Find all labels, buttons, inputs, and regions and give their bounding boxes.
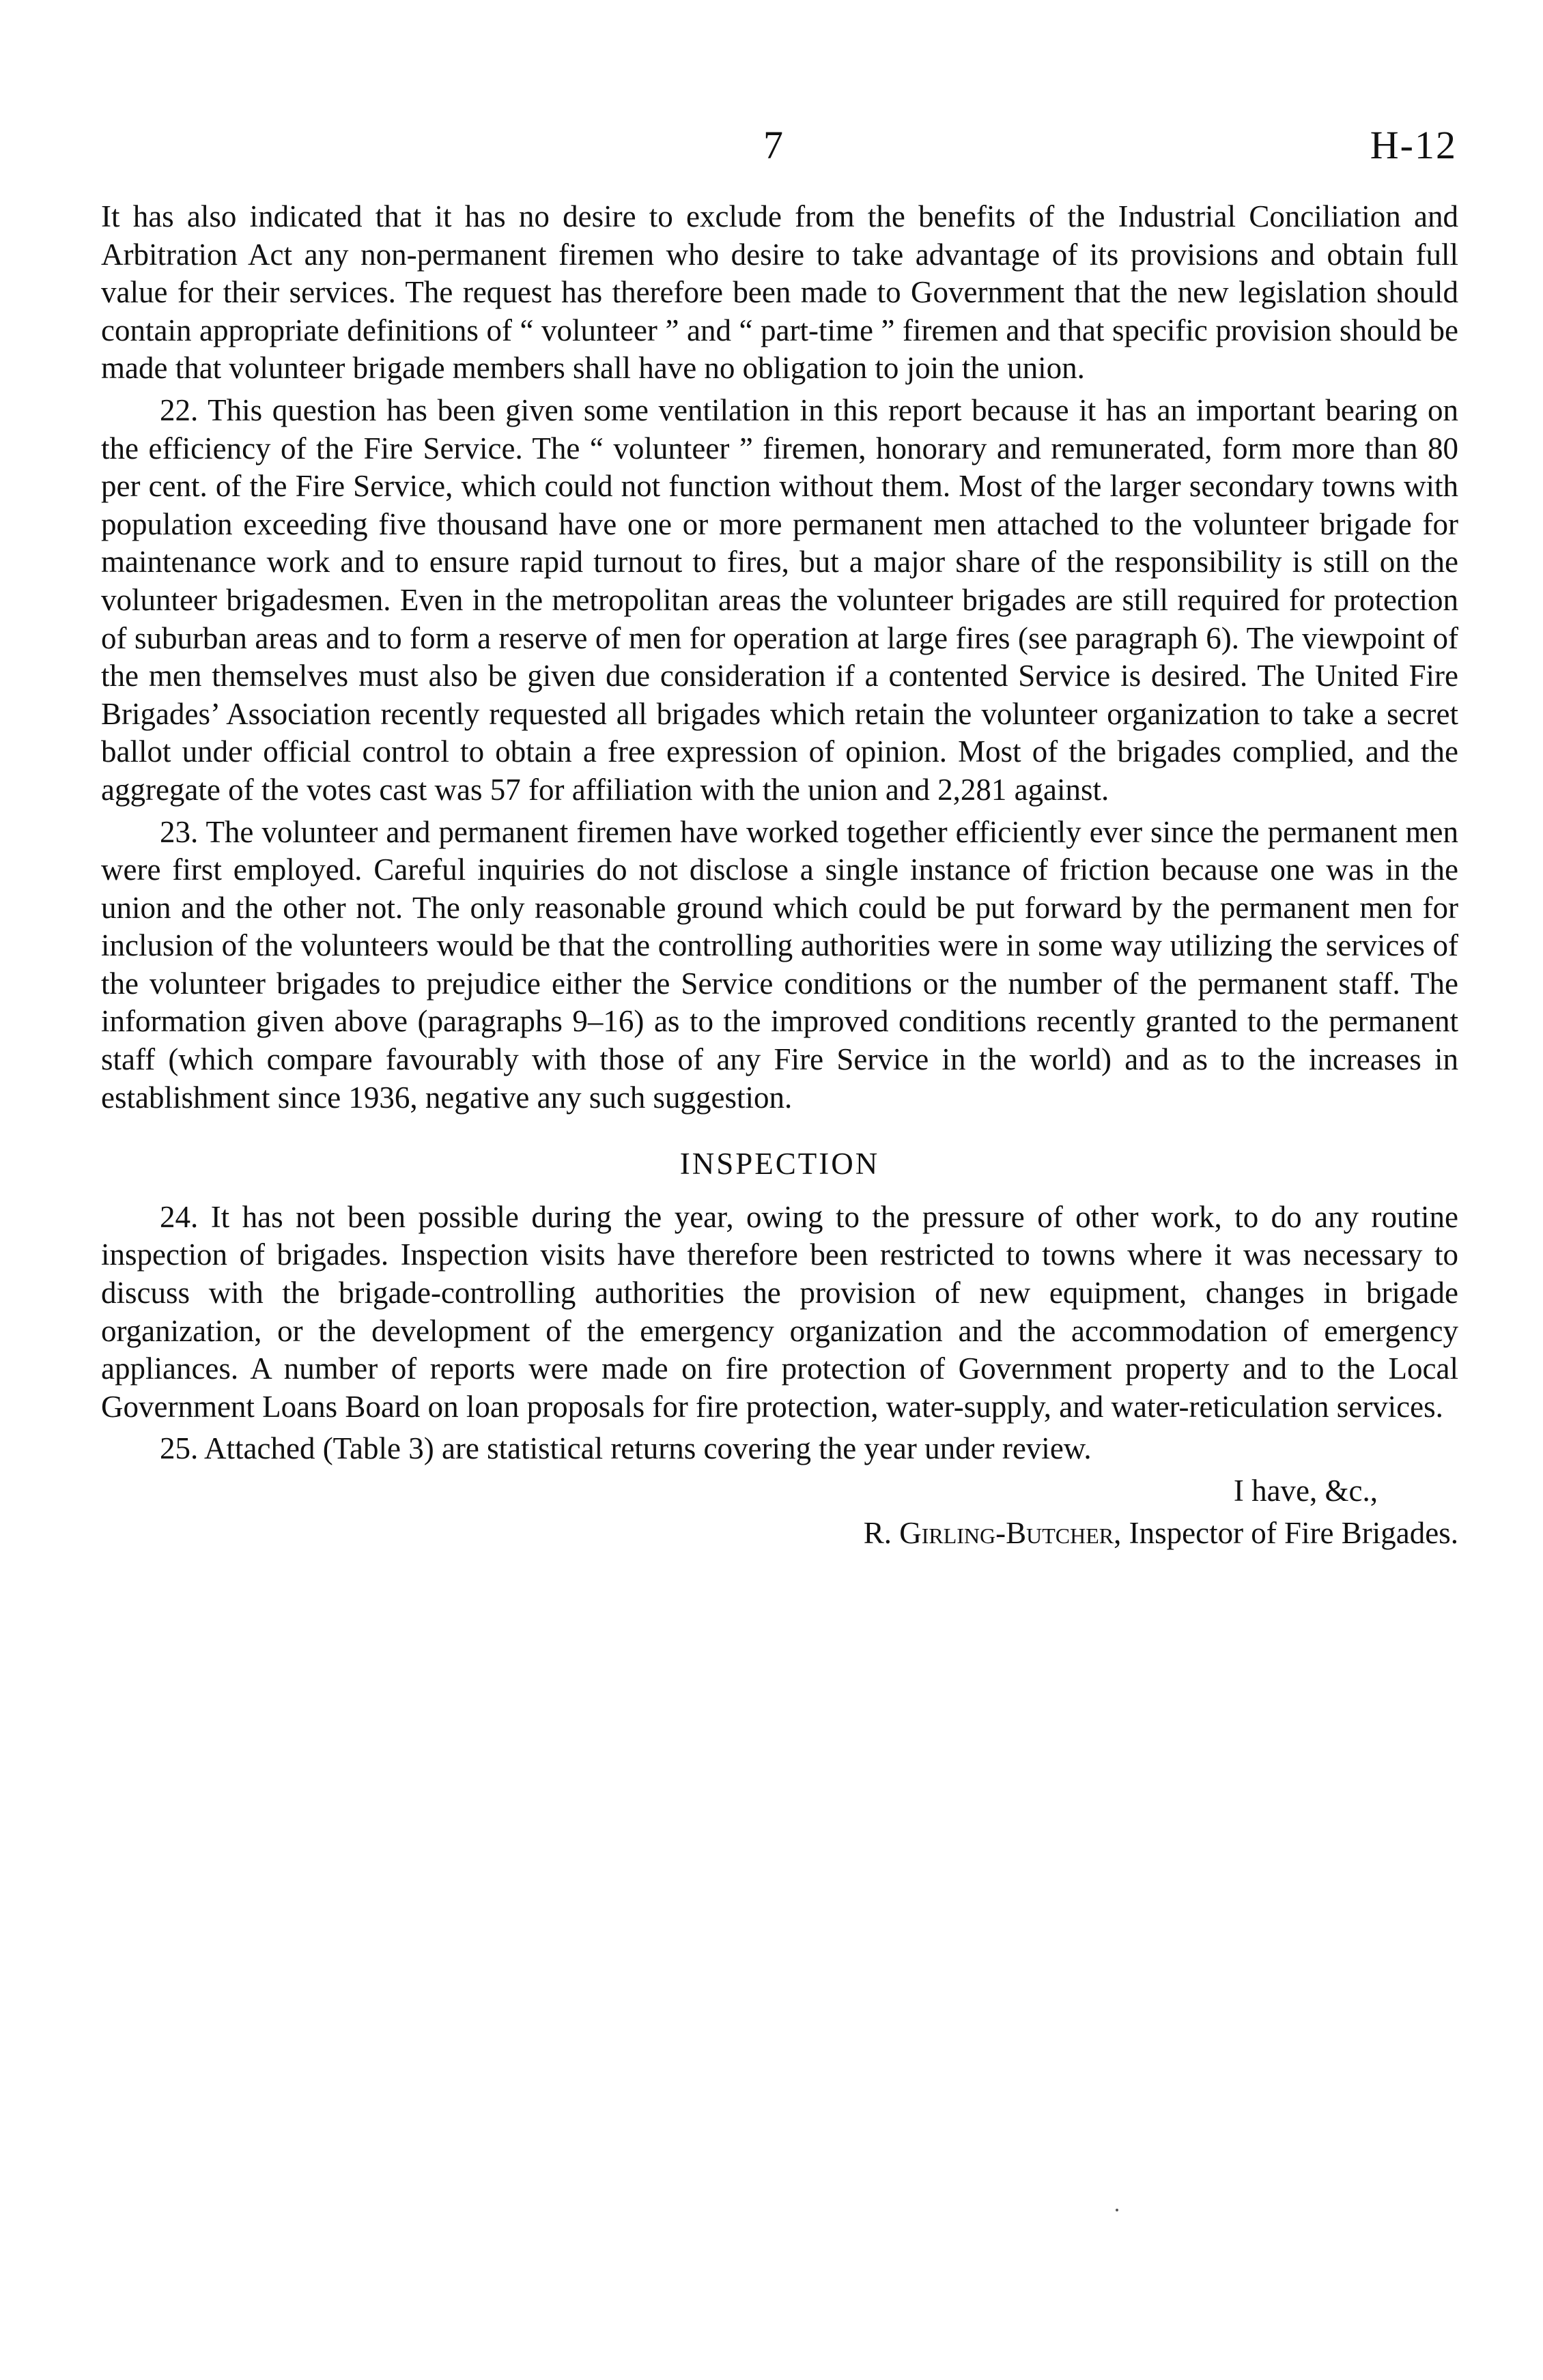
paragraph-25: 25. Attached (Table 3) are statistical returns covering the year under review. (160, 1431, 1092, 1466)
signatory-title: , Inspector of Fire Brigades. (1114, 1515, 1458, 1550)
signatory-name: R. Girling-Butcher (863, 1515, 1114, 1550)
document-reference: H-12 (1370, 123, 1457, 167)
signature-line (101, 1515, 1458, 1553)
paragraph-24: 24. It has not been possible during the year, owing to the pressure of other work, to do any routine inspection of brigades. Inspection visits have therefore been restricted to towns where it was necessary to discuss with the brigade-controlling authorities the provision of new equipment, changes in brigade organization, or the development of the emergency organization and the accommodation of emergency appliances. A number of reports were made on fire protection of Government property and to the Local Government Loans Board on loan proposals for fire protection, water-supply, and water-reticulation services. (101, 1199, 1458, 1424)
section-heading-inspection: INSPECTION (679, 1147, 880, 1181)
page-number: 7 (763, 123, 783, 167)
scan-speck (1116, 2209, 1118, 2211)
paragraph-23: 23. The volunteer and permanent firemen have worked together efficiently ever since the permanent men were first employed. Careful inquiries do not disclose a single instance of friction because one was in the union and the other not. The only reasonable ground which could be put forward by the permanent men for inclusion of the volunteers would be that the controlling authorities were in some way utilizing the services of the volunteer brigades to prejudice either the Service conditions or the number of the permanent staff. The information given above (paragraphs 9–16) as to the improved conditions recently granted to the permanent staff (which compare favourably with those of any Fire Service in the world) and as to the increases in establishment since 1936, negative any such suggestion. (101, 814, 1458, 1115)
paragraph-21-continued: It has also indicated that it has no desire to exclude from the benefits of the Industrial Conciliation and Arbitration Act any non-permanent firemen who desire to take advantage of its provisions and obtain full value for their services. The request has therefore been made to Government that the new legislation should contain appropriate definitions of “ volunteer ” and “ part-time ” firemen and that specific provision should be made that volunteer brigade members shall have no obligation to join the union. (101, 199, 1458, 386)
page-header (0, 121, 1543, 176)
closing-salutation: I have, &c., (1233, 1474, 1378, 1508)
paragraph-22: 22. This question has been given some ventilation in this report because it has an important bearing on the efficiency of the Fire Service. The “ volunteer ” firemen, honorary and remunerated, form more than 80 per cent. of the Fire Service, which could not function without them. Most of the larger secondary towns with population exceeding five thousand have one or more permanent men attached to the volunteer brigade for maintenance work and to ensure rapid turnout to fires, but a major share of the responsibility is still on the volunteer brigadesmen. Even in the metropolitan areas the volunteer brigades are still required for protection of suburban areas and to form a reserve of men for operation at large fires (see paragraph 6). The viewpoint of the men themselves must also be given due consideration if a contented Service is desired. The United Fire Brigades’ Association recently requested all brigades which retain the volunteer organization to take a secret ballot under official control to obtain a free expression of opinion. Most of the brigades complied, and the aggregate of the votes cast was 57 for affiliation with the union and 2,281 against. (101, 392, 1458, 807)
report-body (101, 198, 1458, 1556)
